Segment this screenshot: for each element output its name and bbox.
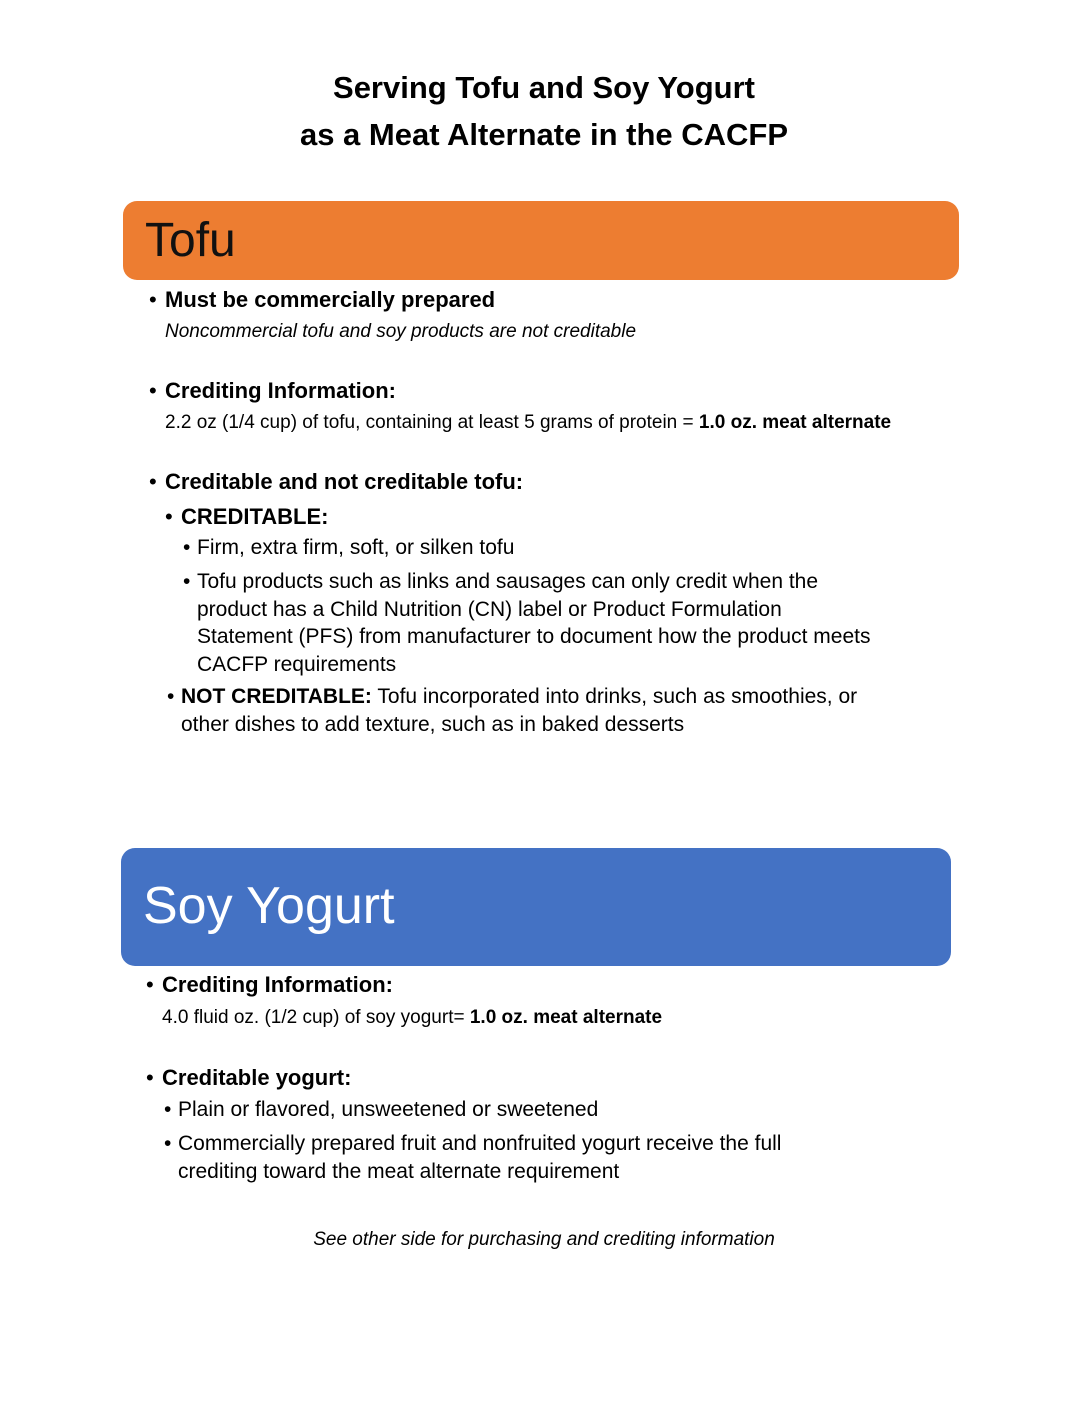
tofu-creditable-bullet (165, 503, 329, 531)
page-title (0, 64, 1088, 158)
tofu-not-creditable-label: NOT CREDITABLE: (181, 685, 372, 708)
soy-creditable-item-2-line-1: Commercially prepared fruit and nonfruited yogurt receive the full (178, 1132, 782, 1155)
footer-note: See other side for purchasing and crediting information (313, 1229, 775, 1250)
title-line-1: Serving Tofu and Soy Yogurt (333, 70, 755, 105)
tofu-crediting-text (165, 411, 891, 435)
tofu-commercial-bullet (149, 286, 496, 314)
tofu-creditable-item-2 (183, 568, 871, 678)
soy-crediting-label: Crediting Information: (162, 972, 393, 997)
bullet-dot-icon: • (165, 504, 173, 529)
soy-creditable-item-2 (164, 1130, 782, 1185)
soy-creditable-item-1-text: Plain or flavored, unsweetened or sweetened (178, 1098, 599, 1121)
tofu-not-creditable-line-1: Tofu incorporated into drinks, such as smoothies, or (371, 685, 858, 708)
bullet-dot-icon: • (183, 536, 191, 559)
bullet-dot-icon: • (149, 378, 157, 403)
bullet-dot-icon: • (167, 685, 175, 708)
tofu-not-creditable (167, 683, 858, 738)
tofu-creditable-item-2-line-1: Tofu products such as links and sausages can only credit when the (197, 570, 819, 593)
tofu-commercial-label: Must be commercially prepared (165, 287, 496, 312)
tofu-creditable-item-2-line-3: Statement (PFS) from manufacturer to document how the product meets (197, 625, 871, 648)
bullet-dot-icon: • (183, 570, 191, 593)
soy-creditable-label: Creditable yogurt: (162, 1065, 352, 1090)
tofu-crediting-equivalent: 1.0 oz. meat alternate (698, 412, 892, 433)
tofu-creditable-item-1 (183, 534, 515, 562)
title-line-2: as a Meat Alternate in the CACFP (299, 117, 789, 152)
soy-crediting-equivalent: 1.0 oz. meat alternate (469, 1007, 663, 1028)
tofu-commercial-note: Noncommercial tofu and soy products are not creditable (165, 321, 637, 342)
soy-creditable-item-2-line-2: crediting toward the meat alternate requirement (178, 1159, 620, 1183)
tofu-creditable-section-label: Creditable and not creditable tofu: (165, 469, 524, 494)
tofu-crediting-label: Crediting Information: (165, 378, 396, 403)
bullet-dot-icon: • (149, 469, 157, 494)
tofu-not-creditable-line-2: other dishes to add texture, such as in baked desserts (181, 712, 685, 736)
bullet-dot-icon: • (146, 972, 154, 997)
tofu-crediting-amount: 2.2 oz (1/4 cup) of tofu, containing at least 5 grams of protein = (165, 412, 699, 433)
tofu-creditable-section-bullet (149, 468, 524, 496)
soy-crediting-amount: 4.0 fluid oz. (1/2 cup) of soy yogurt= (162, 1007, 470, 1028)
bullet-dot-icon: • (146, 1065, 154, 1090)
tofu-creditable-item-2-line-2: product has a Child Nutrition (CN) label or Product Formulation (197, 597, 782, 621)
soy-crediting-text (162, 1006, 662, 1030)
soy-crediting-bullet (146, 971, 393, 999)
soy-yogurt-banner: Soy Yogurt (121, 848, 951, 966)
tofu-creditable-item-2-line-4: CACFP requirements (197, 652, 397, 676)
tofu-crediting-bullet (149, 377, 396, 405)
bullet-dot-icon: • (149, 287, 157, 312)
bullet-dot-icon: • (164, 1098, 172, 1121)
tofu-banner: Tofu (123, 201, 959, 280)
bullet-dot-icon: • (164, 1132, 172, 1155)
soy-creditable-item-1 (164, 1096, 599, 1124)
tofu-creditable-item-1-text: Firm, extra firm, soft, or silken tofu (197, 536, 515, 559)
tofu-creditable-label: CREDITABLE: (181, 504, 329, 529)
soy-creditable-bullet (146, 1064, 352, 1092)
